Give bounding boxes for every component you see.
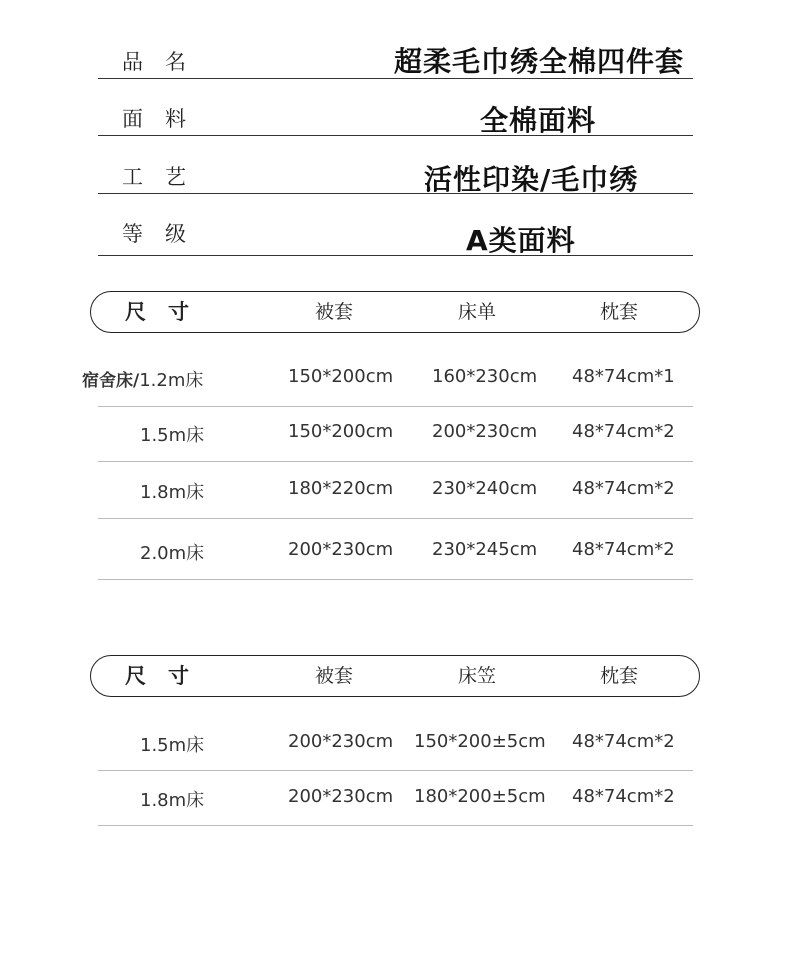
row-size: 1.5m床 (140, 425, 205, 446)
row-size: 1.5m床 (140, 735, 205, 756)
row-pillowcase: 48*74cm*2 (572, 478, 675, 499)
row-bed-sheet: 160*230cm (432, 366, 538, 387)
row-duvet-cover: 150*200cm (288, 366, 394, 387)
info-label-grade: 等级 (122, 222, 208, 246)
info-label-name: 品名 (122, 50, 208, 74)
row-size: 1.8m床 (140, 482, 205, 503)
row-fitted-sheet: 150*200±5cm (414, 731, 546, 752)
row-pillowcase: 48*74cm*2 (572, 539, 675, 560)
header-fitted-sheet: 床笠 (458, 665, 497, 687)
table-header (90, 655, 700, 697)
row-size (82, 366, 203, 392)
row-bed-sheet: 200*230cm (432, 421, 538, 442)
row-pillowcase: 48*74cm*2 (572, 731, 675, 752)
table-header (90, 291, 700, 333)
header-size: 尺寸 (125, 300, 211, 324)
row-pillowcase: 48*74cm*2 (572, 421, 675, 442)
info-value-name: 超柔毛巾绣全棉四件套 (394, 45, 685, 78)
header-size: 尺寸 (125, 664, 211, 688)
info-value-craft: 活性印染/毛巾绣 (424, 163, 639, 196)
row-size: 2.0m床 (140, 543, 205, 564)
header-bed-sheet: 床单 (458, 301, 497, 323)
info-label-craft: 工艺 (122, 165, 208, 189)
header-pillowcase: 枕套 (600, 665, 639, 687)
row-duvet-cover: 200*230cm (288, 539, 394, 560)
row-pillowcase: 48*74cm*2 (572, 786, 675, 807)
row-fitted-sheet: 180*200±5cm (414, 786, 546, 807)
row-bed-sheet: 230*245cm (432, 539, 538, 560)
info-row-fabric (98, 93, 693, 136)
table-row (82, 350, 693, 407)
header-pillowcase: 枕套 (600, 301, 639, 323)
info-value-grade: A类面料 (466, 224, 576, 257)
table-row (98, 406, 693, 462)
table-row (98, 715, 693, 771)
row-pillowcase: 48*74cm*1 (572, 366, 675, 387)
row-size-label: 1.2m床 (139, 370, 204, 391)
row-duvet-cover: 200*230cm (288, 786, 394, 807)
info-row-grade (98, 207, 693, 256)
table-row (98, 518, 693, 580)
row-duvet-cover: 180*220cm (288, 478, 394, 499)
row-duvet-cover: 150*200cm (288, 421, 394, 442)
table-row (98, 461, 693, 519)
row-size-prefix: 宿舍床/ (82, 371, 140, 391)
table-row (98, 770, 693, 826)
info-value-fabric: 全棉面料 (480, 104, 597, 137)
row-bed-sheet: 230*240cm (432, 478, 538, 499)
info-row-craft (98, 150, 693, 194)
info-row-name (98, 36, 693, 79)
header-duvet-cover: 被套 (315, 301, 354, 323)
row-duvet-cover: 200*230cm (288, 731, 394, 752)
info-label-fabric: 面料 (122, 107, 208, 131)
header-duvet-cover: 被套 (315, 665, 354, 687)
row-size: 1.8m床 (140, 790, 205, 811)
